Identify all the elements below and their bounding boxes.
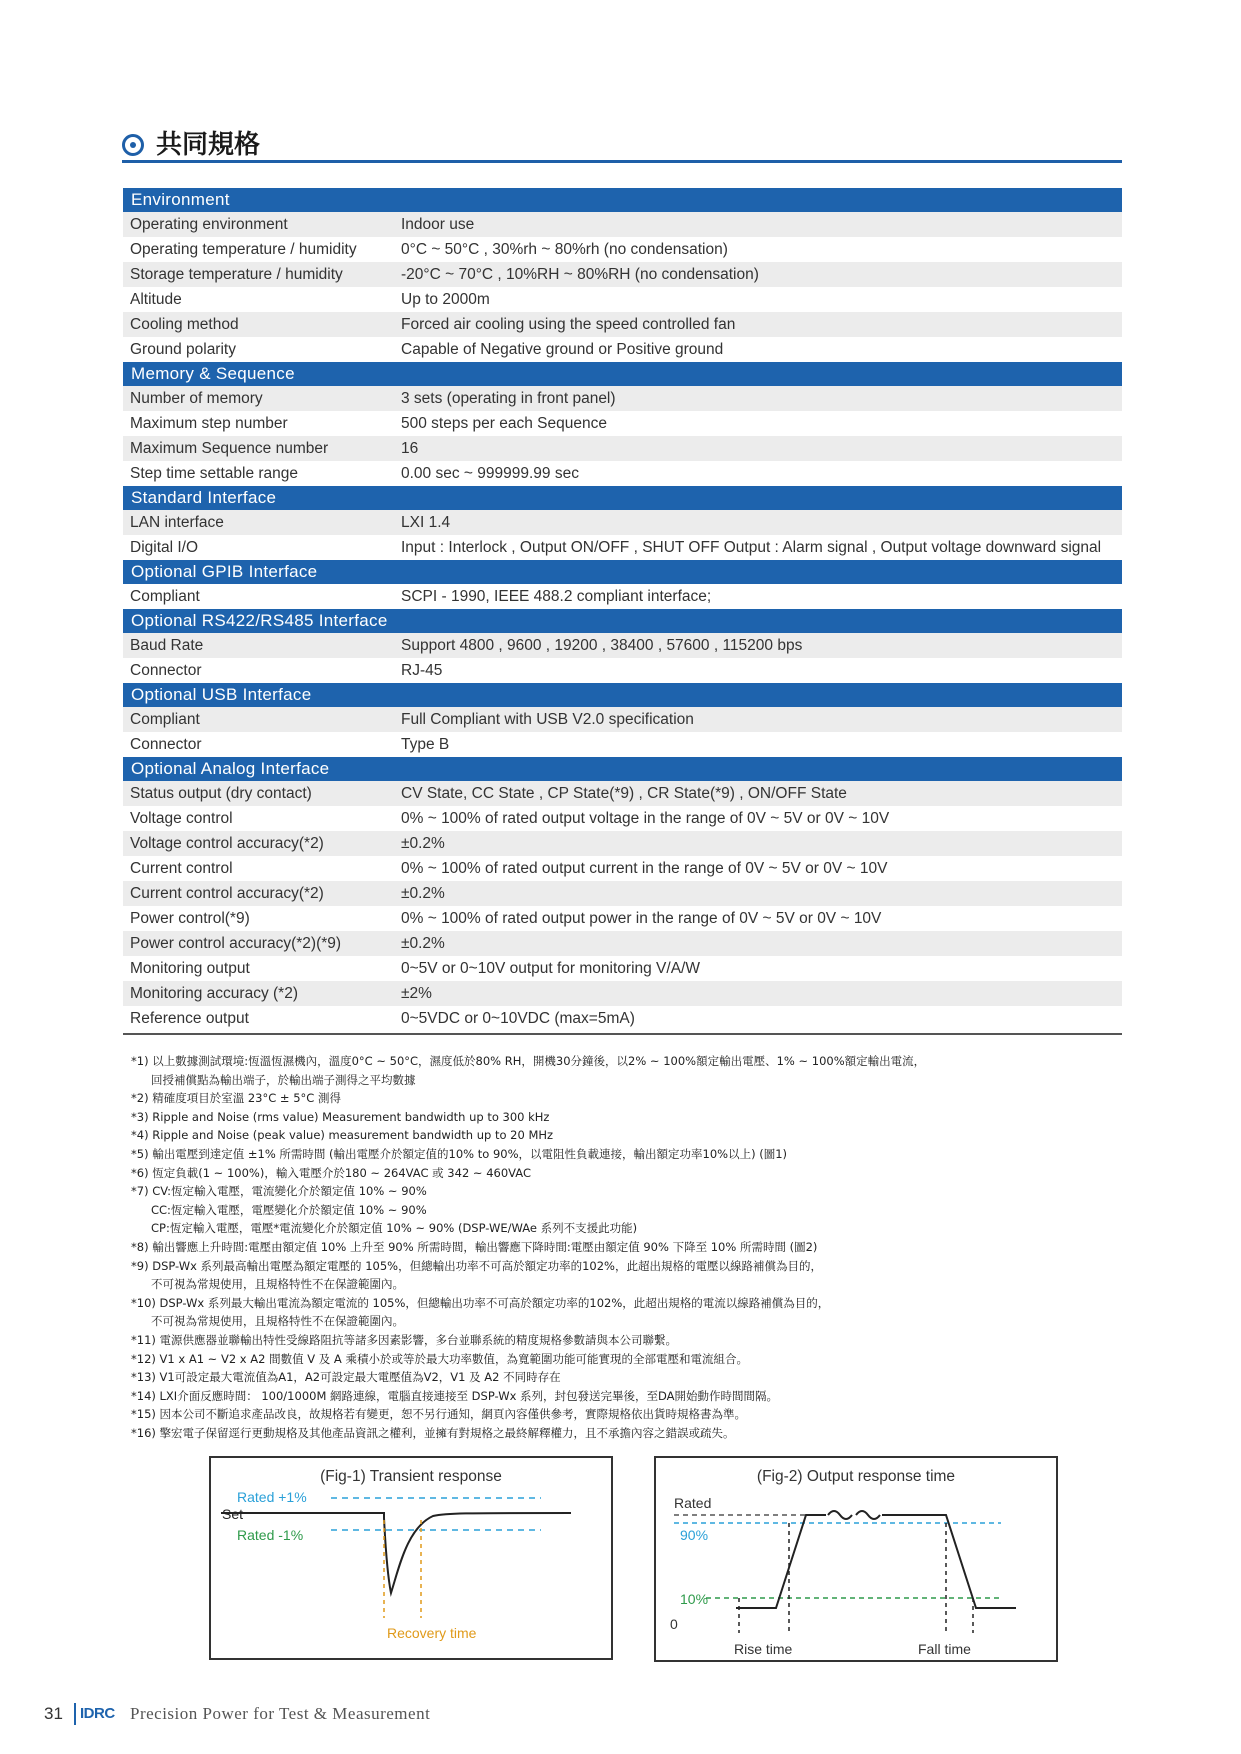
spec-value: Input : Interlock , Output ON/OFF , SHUT OFF Output : Alarm signal , Output voltage downward signal bbox=[401, 539, 1102, 556]
spec-row bbox=[123, 287, 1122, 312]
footnote: CP:恆定輸入電壓，電壓*電流變化介於額定值 10% ~ 90% (DSP-WE/WAe 系列不支援此功能) bbox=[151, 1221, 638, 1236]
spec-table bbox=[123, 188, 1122, 1035]
footnote: CC:恆定輸入電壓，電壓變化介於額定值 10% ~ 90% bbox=[151, 1202, 427, 1217]
spec-key: Operating environment bbox=[130, 216, 288, 233]
spec-value: 0.00 sec ~ 999999.99 sec bbox=[401, 465, 579, 482]
spec-row bbox=[123, 1006, 1122, 1031]
section-header: Standard Interface bbox=[123, 486, 1122, 510]
footnote: *12) V1 x A1 ~ V2 x A2 間數值 V 及 A 乘積小於或等於最大功率數值，為寬範圍功能可能實現的全部電壓和電流組合。 bbox=[131, 1351, 748, 1366]
spec-value: ±0.2% bbox=[401, 885, 445, 902]
spec-key: Connector bbox=[130, 736, 202, 753]
spec-key: Voltage control accuracy(*2) bbox=[130, 835, 324, 852]
spec-value: Forced air cooling using the speed controlled fan bbox=[401, 316, 736, 333]
spec-value: 0~5VDC or 0~10VDC (max=5mA) bbox=[401, 1010, 635, 1027]
spec-key: Current control bbox=[130, 860, 233, 877]
spec-row bbox=[123, 262, 1122, 287]
spec-row bbox=[123, 312, 1122, 337]
figure-output-response-time bbox=[654, 1456, 1058, 1662]
page-number: 31 bbox=[44, 1704, 63, 1723]
footnote: *9) DSP-Wx 系列最高輸出電壓為額定電壓的 105%，但總輸出功率不可高於額定功率的102%，此超出規格的電壓以線路補償為目的， bbox=[131, 1258, 822, 1273]
spec-value: Type B bbox=[401, 736, 450, 753]
spec-row bbox=[123, 658, 1122, 683]
spec-value: LXI 1.4 bbox=[401, 514, 451, 531]
spec-key: Cooling method bbox=[130, 316, 239, 333]
spec-row bbox=[123, 436, 1122, 461]
spec-key: Status output (dry contact) bbox=[130, 785, 312, 802]
spec-key: Compliant bbox=[130, 588, 200, 605]
spec-row bbox=[123, 386, 1122, 411]
spec-row bbox=[123, 856, 1122, 881]
spec-row bbox=[123, 732, 1122, 757]
fig2-zero-label: 0 bbox=[670, 1616, 678, 1632]
section-header: Optional RS422/RS485 Interface bbox=[123, 609, 1122, 633]
logo-bar bbox=[74, 1703, 76, 1725]
section-header: Optional Analog Interface bbox=[123, 757, 1122, 781]
footnote: *16) 擎宏電子保留逕行更動規格及其他產品資訊之權利，並擁有對規格之最終解釋權力，且不承擔內容之錯誤或疏失。 bbox=[131, 1425, 735, 1440]
spec-value: 16 bbox=[401, 440, 419, 457]
spec-value: Full Compliant with USB V2.0 specification bbox=[401, 711, 694, 728]
fig2-title: (Fig-2) Output response time bbox=[756, 1468, 956, 1485]
fig1-rated-plus-label: Rated +1% bbox=[237, 1489, 307, 1505]
spec-key: Power control accuracy(*2)(*9) bbox=[130, 935, 342, 952]
spec-row bbox=[123, 831, 1122, 856]
page-title: 共同規格 bbox=[156, 130, 261, 160]
table-bottom-rule bbox=[123, 1033, 1122, 1035]
spec-key: Baud Rate bbox=[130, 637, 204, 654]
fig1-title: (Fig-1) Transient response bbox=[320, 1468, 502, 1485]
spec-value: 3 sets (operating in front panel) bbox=[401, 390, 616, 407]
fig2-response-curve bbox=[736, 1515, 826, 1608]
target-icon bbox=[122, 134, 144, 156]
footnote: *13) V1可設定最大電流值為A1，A2可設定最大電壓值為V2，V1 及 A2 不同時存在 bbox=[131, 1370, 561, 1385]
spec-row bbox=[123, 510, 1122, 535]
spec-value: Capable of Negative ground or Positive ground bbox=[401, 341, 724, 358]
spec-key: Step time settable range bbox=[130, 465, 299, 482]
footnote: *14) LXI介面反應時間： 100/1000M 網路連線，電腦直接連接至 DSP-Wx 系列，封包發送完畢後，至DA開始動作時間間隔。 bbox=[131, 1388, 779, 1403]
spec-key: Monitoring accuracy (*2) bbox=[130, 985, 298, 1002]
fig2-fall-label: Fall time bbox=[918, 1641, 971, 1657]
spec-key: Digital I/O bbox=[130, 539, 199, 556]
fig2-diagram bbox=[656, 1458, 1056, 1660]
spec-value: 0~5V or 0~10V output for monitoring V/A/W bbox=[401, 960, 700, 977]
fig1-recovery-label: Recovery time bbox=[387, 1625, 477, 1641]
page-heading bbox=[122, 120, 1122, 164]
spec-row bbox=[123, 212, 1122, 237]
title-underline bbox=[122, 160, 1122, 163]
section-header: Optional USB Interface bbox=[123, 683, 1122, 707]
spec-row bbox=[123, 633, 1122, 658]
spec-key: LAN interface bbox=[130, 514, 224, 531]
spec-row bbox=[123, 881, 1122, 906]
footnote: *10) DSP-Wx 系列最大輸出電流為額定電流的 105%，但總輸出功率不可高於額定功率的102%，此超出規格的電流以線路補償為目的， bbox=[131, 1295, 830, 1310]
spec-value: 0% ~ 100% of rated output current in the range of 0V ~ 5V or 0V ~ 10V bbox=[401, 860, 888, 877]
spec-value: CV State, CC State , CP State(*9) , CR State(*9) , ON/OFF State bbox=[401, 785, 847, 802]
spec-value: ±0.2% bbox=[401, 835, 445, 852]
spec-key: Altitude bbox=[130, 291, 182, 308]
company-logo bbox=[74, 1700, 122, 1728]
figure-transient-response bbox=[209, 1456, 613, 1660]
spec-key: Monitoring output bbox=[130, 960, 250, 977]
section-header: Optional GPIB Interface bbox=[123, 560, 1122, 584]
spec-value: ±0.2% bbox=[401, 935, 445, 952]
spec-key: Operating temperature / humidity bbox=[130, 241, 357, 258]
spec-row bbox=[123, 956, 1122, 981]
spec-value: RJ-45 bbox=[401, 662, 443, 679]
footnote: *6) 恆定負載(1 ~ 100%)，輸入電壓介於180 ~ 264VAC 或 342 ~ 460VAC bbox=[131, 1165, 531, 1180]
logo-text: IDRC bbox=[80, 1705, 115, 1722]
footnote: *15) 因本公司不斷追求產品改良，故規格若有變更，恕不另行通知，網頁內容僅供參考，實際規格依出貨時規格書為準。 bbox=[131, 1407, 747, 1422]
footnote: 不可視為常規使用，且規格特性不在保證範圍內。 bbox=[151, 1314, 404, 1329]
footnote: *2) 精確度項目於室溫 23°C ± 5°C 測得 bbox=[131, 1091, 341, 1106]
footnote: *4) Ripple and Noise (peak value) measurement bandwidth up to 20 MHz bbox=[131, 1128, 554, 1143]
spec-row bbox=[123, 461, 1122, 486]
fig2-rated-label: Rated bbox=[674, 1495, 712, 1511]
spec-row bbox=[123, 931, 1122, 956]
footnote: 回授補償點為輸出端子，於輸出端子測得之平均數據 bbox=[151, 1072, 416, 1087]
spec-row bbox=[123, 707, 1122, 732]
footnote: *7) CV:恆定輸入電壓，電流變化介於額定值 10% ~ 90% bbox=[131, 1184, 427, 1199]
spec-row bbox=[123, 584, 1122, 609]
spec-key: Voltage control bbox=[130, 810, 233, 827]
footnote: *5) 輸出電壓到達定值 ±1% 所需時間 (輸出電壓介於額定值的10% to 90%，以電阻性負載連接，輸出額定功率10%以上) (圖1) bbox=[131, 1146, 788, 1161]
page-footer bbox=[44, 1700, 644, 1730]
spec-key: Ground polarity bbox=[130, 341, 236, 358]
section-header: Memory & Sequence bbox=[123, 362, 1122, 386]
spec-key: Reference output bbox=[130, 1010, 249, 1027]
fig1-response-curve bbox=[221, 1513, 571, 1593]
spec-row bbox=[123, 535, 1122, 560]
footnote: *1) 以上數據測試環境:恆溫恆濕機內，溫度0°C ~ 50°C，濕度低於80% RH，開機30分鐘後，以2% ~ 100%額定輸出電壓、1% ~ 100%額定輸出電流， bbox=[131, 1054, 926, 1068]
footnote: *3) Ripple and Noise (rms value) Measurement bandwidth up to 300 kHz bbox=[131, 1109, 550, 1124]
spec-key: Number of memory bbox=[130, 390, 263, 407]
section-header: Environment bbox=[123, 188, 1122, 212]
spec-value: 0% ~ 100% of rated output power in the range of 0V ~ 5V or 0V ~ 10V bbox=[401, 910, 882, 927]
fig1-diagram bbox=[211, 1458, 611, 1658]
fig2-90-label: 90% bbox=[680, 1527, 709, 1543]
spec-value: SCPI - 1990, IEEE 488.2 compliant interface; bbox=[401, 588, 712, 605]
spec-row bbox=[123, 981, 1122, 1006]
spec-value: Up to 2000m bbox=[401, 291, 490, 308]
spec-row bbox=[123, 337, 1122, 362]
spec-key: Storage temperature / humidity bbox=[130, 266, 343, 283]
fig2-break-mark bbox=[828, 1511, 880, 1519]
footnotes bbox=[131, 1052, 1091, 1442]
fig2-10-label: 10% bbox=[680, 1591, 709, 1607]
spec-key: Maximum Sequence number bbox=[130, 440, 329, 457]
spec-row bbox=[123, 411, 1122, 436]
fig2-response-fall bbox=[882, 1515, 1016, 1608]
fig1-rated-minus-label: Rated -1% bbox=[237, 1527, 304, 1543]
spec-value: Indoor use bbox=[401, 216, 475, 233]
spec-value: 0% ~ 100% of rated output voltage in the range of 0V ~ 5V or 0V ~ 10V bbox=[401, 810, 890, 827]
footnote: 不可視為常規使用，且規格特性不在保證範圍內。 bbox=[151, 1277, 404, 1292]
fig2-rise-label: Rise time bbox=[734, 1641, 793, 1657]
footer-tagline: Precision Power for Test & Measurement bbox=[130, 1704, 431, 1723]
fig1-set-label: Set bbox=[222, 1506, 244, 1522]
spec-key: Connector bbox=[130, 662, 202, 679]
spec-key: Compliant bbox=[130, 711, 200, 728]
spec-row bbox=[123, 781, 1122, 806]
spec-key: Maximum step number bbox=[130, 415, 288, 432]
spec-row bbox=[123, 906, 1122, 931]
spec-value: 0°C ~ 50°C , 30%rh ~ 80%rh (no condensation) bbox=[401, 241, 728, 258]
spec-value: Support 4800 , 9600 , 19200 , 38400 , 57600 , 115200 bps bbox=[401, 637, 803, 654]
spec-row bbox=[123, 806, 1122, 831]
spec-value: 500 steps per each Sequence bbox=[401, 415, 607, 432]
spec-key: Current control accuracy(*2) bbox=[130, 885, 324, 902]
spec-key: Power control(*9) bbox=[130, 910, 250, 927]
footnote: *11) 電源供應器並聯輸出特性受線路阻抗等諸多因素影響，多台並聯系統的精度規格參數請與本公司聯繫。 bbox=[131, 1332, 678, 1347]
footnote: *8) 輸出響應上升時間:電壓由額定值 10% 上升至 90% 所需時間，輸出響應下降時間:電壓由額定值 90% 下降至 10% 所需時間 (圖2) bbox=[131, 1239, 818, 1254]
spec-row bbox=[123, 237, 1122, 262]
spec-value: ±2% bbox=[401, 985, 432, 1002]
spec-value: -20°C ~ 70°C , 10%RH ~ 80%RH (no condensation) bbox=[401, 266, 759, 283]
